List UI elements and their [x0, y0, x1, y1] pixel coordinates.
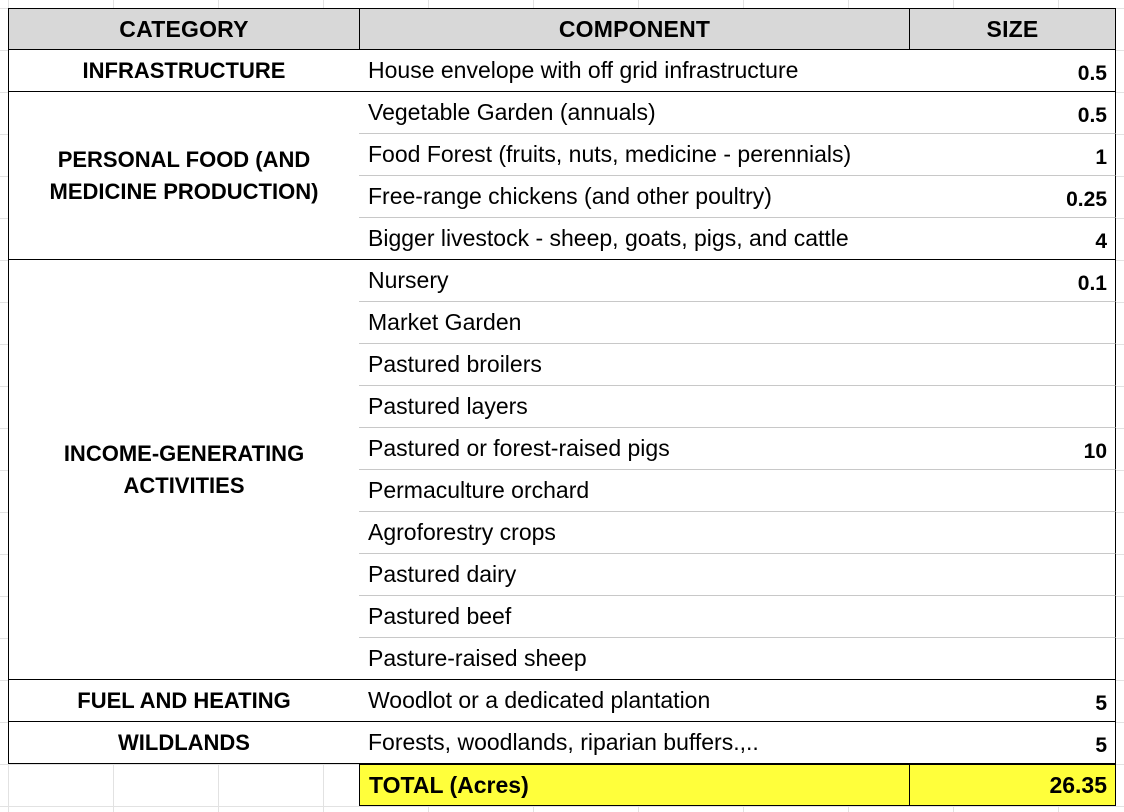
component-cell[interactable]: Free-range chickens (and other poultry): [359, 176, 910, 218]
size-cell[interactable]: 0.1: [909, 260, 1116, 302]
header-component[interactable]: COMPONENT: [359, 8, 910, 50]
size-cell[interactable]: [909, 344, 1116, 386]
size-cell[interactable]: 5: [909, 680, 1116, 722]
category-wildlands[interactable]: WILDLANDS: [8, 721, 360, 764]
category-personal-food[interactable]: PERSONAL FOOD (AND MEDICINE PRODUCTION): [8, 91, 360, 260]
size-cell[interactable]: 0.5: [909, 92, 1116, 134]
total-value[interactable]: 26.35: [909, 764, 1116, 806]
size-cell[interactable]: 5: [909, 722, 1116, 764]
total-label[interactable]: TOTAL (Acres): [359, 764, 910, 806]
component-cell[interactable]: Vegetable Garden (annuals): [359, 92, 910, 134]
spreadsheet-table: [8, 8, 1116, 806]
size-cell[interactable]: [909, 596, 1116, 638]
header-category[interactable]: CATEGORY: [8, 8, 360, 50]
size-cell[interactable]: [909, 302, 1116, 344]
component-cell[interactable]: Agroforestry crops: [359, 512, 910, 554]
component-cell[interactable]: Pastured beef: [359, 596, 910, 638]
size-cell[interactable]: [909, 386, 1116, 428]
header-size[interactable]: SIZE: [909, 8, 1116, 50]
category-fuel-heating[interactable]: FUEL AND HEATING: [8, 679, 360, 722]
category-infrastructure[interactable]: INFRASTRUCTURE: [8, 49, 360, 92]
size-cell[interactable]: 1: [909, 134, 1116, 176]
component-cell[interactable]: Nursery: [359, 260, 910, 302]
component-cell[interactable]: House envelope with off grid infrastructure: [359, 50, 910, 92]
size-cell[interactable]: [909, 470, 1116, 512]
component-cell[interactable]: Permaculture orchard: [359, 470, 910, 512]
component-cell[interactable]: Pasture-raised sheep: [359, 638, 910, 680]
component-cell[interactable]: Pastured dairy: [359, 554, 910, 596]
size-cell[interactable]: 10: [909, 428, 1116, 470]
component-cell[interactable]: Pastured layers: [359, 386, 910, 428]
category-income-generating[interactable]: INCOME-GENERATING ACTIVITIES: [8, 259, 360, 680]
size-cell[interactable]: [909, 512, 1116, 554]
component-cell[interactable]: Pastured or forest-raised pigs: [359, 428, 910, 470]
component-cell[interactable]: Forests, woodlands, riparian buffers.,..: [359, 722, 910, 764]
size-cell[interactable]: [909, 554, 1116, 596]
component-cell[interactable]: Bigger livestock - sheep, goats, pigs, and cattle: [359, 218, 910, 260]
component-cell[interactable]: Market Garden: [359, 302, 910, 344]
size-cell[interactable]: 0.5: [909, 50, 1116, 92]
component-cell[interactable]: Woodlot or a dedicated plantation: [359, 680, 910, 722]
component-cell[interactable]: Pastured broilers: [359, 344, 910, 386]
component-cell[interactable]: Food Forest (fruits, nuts, medicine - perennials): [359, 134, 910, 176]
size-cell[interactable]: [909, 638, 1116, 680]
size-cell[interactable]: 0.25: [909, 176, 1116, 218]
size-cell[interactable]: 4: [909, 218, 1116, 260]
